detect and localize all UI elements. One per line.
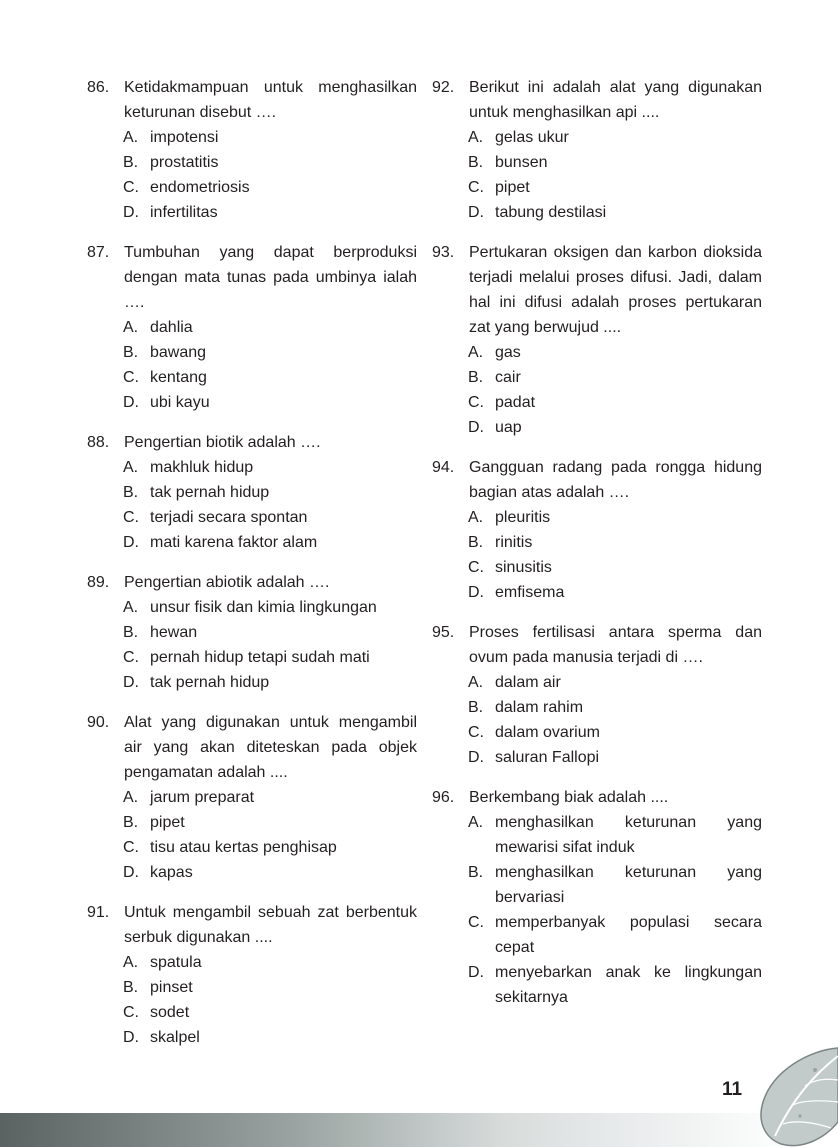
question-item	[432, 785, 762, 1010]
option-text: terjadi secara spontan	[150, 509, 308, 526]
option-text: tisu atau kertas penghisap	[150, 839, 337, 856]
option-text: mati karena faktor alam	[150, 534, 318, 551]
option-letter: B.	[468, 534, 484, 551]
option-letter: A.	[468, 509, 484, 526]
option-text: rinitis	[495, 534, 533, 551]
option-letter: A.	[123, 319, 139, 336]
option-text: bawang	[150, 344, 207, 361]
option-text: kapas	[150, 864, 193, 881]
option-text: unsur fisik dan kimia lingkungan	[150, 599, 377, 616]
option-letter: C.	[468, 394, 484, 411]
question-text: Proses fertilisasi antara sperma dan ovum pada manusia terjadi di ….	[469, 624, 762, 666]
answer-option	[123, 1025, 417, 1050]
option-text: jarum preparat	[150, 789, 255, 806]
answer-option	[468, 670, 762, 695]
option-letter: B.	[123, 979, 139, 996]
answer-option	[468, 175, 762, 200]
option-text: dalam air	[495, 674, 561, 691]
question-text: Berkembang biak adalah ....	[469, 789, 669, 806]
option-letter: C.	[468, 724, 484, 741]
answer-option	[468, 125, 762, 150]
option-text: bunsen	[495, 154, 548, 171]
answer-option	[123, 810, 417, 835]
option-letter: C.	[468, 559, 484, 576]
left-question-column	[87, 75, 417, 1065]
question-text: Alat yang digunakan untuk mengambil air yang akan diteteskan pada objek pengamatan adalah ....	[124, 714, 417, 781]
option-text: ubi kayu	[150, 394, 210, 411]
option-text: gas	[495, 344, 521, 361]
answer-option	[123, 480, 417, 505]
question-item	[432, 455, 762, 605]
question-number: 89.	[87, 574, 110, 591]
option-text: dalam rahim	[495, 699, 584, 716]
option-letter: B.	[123, 154, 139, 171]
answer-option	[468, 365, 762, 390]
option-text: menghasilkan keturunan yang bervariasi	[495, 864, 762, 906]
question-number: 96.	[432, 789, 455, 806]
answer-option	[468, 150, 762, 175]
answer-option	[468, 695, 762, 720]
question-number: 93.	[432, 244, 455, 261]
answer-option	[123, 315, 417, 340]
option-text: sinusitis	[495, 559, 552, 576]
option-text: tak pernah hidup	[150, 484, 270, 501]
option-letter: D.	[468, 749, 484, 766]
option-letter: D.	[123, 204, 139, 221]
option-letter: A.	[468, 344, 484, 361]
answer-option	[123, 200, 417, 225]
option-letter: A.	[468, 129, 484, 146]
question-item	[87, 240, 417, 415]
question-item	[87, 430, 417, 555]
option-text: pernah hidup tetapi sudah mati	[150, 649, 370, 666]
option-text: tak pernah hidup	[150, 674, 270, 691]
leaf-icon	[755, 1040, 838, 1147]
answer-option	[123, 645, 417, 670]
option-letter: B.	[123, 484, 139, 501]
option-letter: C.	[468, 914, 484, 931]
answer-option	[468, 555, 762, 580]
question-number: 91.	[87, 904, 110, 921]
question-number: 87.	[87, 244, 110, 261]
option-letter: B.	[123, 814, 139, 831]
answer-option	[468, 910, 762, 960]
option-letter: D.	[123, 394, 139, 411]
option-text: sodet	[150, 1004, 190, 1021]
option-letter: A.	[123, 599, 139, 616]
option-letter: D.	[468, 584, 484, 601]
answer-option	[123, 150, 417, 175]
option-letter: D.	[123, 1029, 139, 1046]
question-text: Untuk mengambil sebuah zat berbentuk serbuk digunakan ....	[124, 904, 417, 946]
answer-option	[123, 1000, 417, 1025]
answer-option	[123, 595, 417, 620]
option-text: spatula	[150, 954, 202, 971]
answer-option	[123, 365, 417, 390]
option-letter: A.	[468, 674, 484, 691]
option-letter: C.	[123, 509, 139, 526]
answer-option	[123, 175, 417, 200]
answer-option	[468, 505, 762, 530]
answer-option	[123, 455, 417, 480]
option-letter: B.	[468, 369, 484, 386]
question-item	[87, 900, 417, 1050]
answer-option	[123, 860, 417, 885]
answer-option	[468, 530, 762, 555]
question-number: 92.	[432, 79, 455, 96]
option-letter: B.	[123, 624, 139, 641]
option-letter: C.	[123, 179, 139, 196]
option-text: dalam ovarium	[495, 724, 600, 741]
option-text: dahlia	[150, 319, 193, 336]
answer-option	[468, 860, 762, 910]
answer-option	[123, 975, 417, 1000]
option-text: pleuritis	[495, 509, 551, 526]
option-letter: A.	[123, 954, 139, 971]
answer-option	[123, 340, 417, 365]
option-text: padat	[495, 394, 536, 411]
option-letter: D.	[123, 534, 139, 551]
right-question-column	[432, 75, 762, 1025]
question-number: 86.	[87, 79, 110, 96]
option-letter: B.	[468, 864, 484, 881]
option-text: impotensi	[150, 129, 219, 146]
answer-option	[123, 125, 417, 150]
question-number: 90.	[87, 714, 110, 731]
option-text: gelas ukur	[495, 129, 569, 146]
question-item	[87, 75, 417, 225]
option-text: skalpel	[150, 1029, 200, 1046]
option-text: memperbanyak populasi secara cepat	[495, 914, 762, 956]
option-letter: D.	[468, 204, 484, 221]
question-item	[87, 710, 417, 885]
option-text: uap	[495, 419, 522, 436]
option-letter: A.	[123, 129, 139, 146]
option-letter: C.	[123, 649, 139, 666]
option-letter: C.	[123, 369, 139, 386]
option-letter: D.	[468, 419, 484, 436]
answer-option	[468, 960, 762, 1010]
answer-option	[123, 505, 417, 530]
footer-bar	[0, 1113, 838, 1147]
answer-option	[123, 390, 417, 415]
question-item	[432, 240, 762, 440]
option-letter: B.	[468, 154, 484, 171]
option-text: prostatitis	[150, 154, 219, 171]
question-text: Tumbuhan yang dapat berproduksi dengan mata tunas pada umbinya ialah ….	[124, 244, 417, 311]
option-letter: C.	[123, 1004, 139, 1021]
option-text: infertilitas	[150, 204, 218, 221]
option-letter: C.	[123, 839, 139, 856]
question-text: Ketidakmampuan untuk menghasilkan keturunan disebut ….	[124, 79, 417, 121]
question-item	[87, 570, 417, 695]
option-text: saluran Fallopi	[495, 749, 600, 766]
option-text: pinset	[150, 979, 193, 996]
answer-option	[123, 835, 417, 860]
answer-option	[468, 810, 762, 860]
option-letter: B.	[123, 344, 139, 361]
answer-option	[468, 720, 762, 745]
question-number: 95.	[432, 624, 455, 641]
question-text: Pertukaran oksigen dan karbon dioksida terjadi melalui proses difusi. Jadi, dalam hal ini difusi adalah proses pertukaran zat yang berwujud ....	[469, 244, 762, 336]
option-letter: D.	[123, 674, 139, 691]
question-text: Gangguan radang pada rongga hidung bagian atas adalah ….	[469, 459, 762, 501]
question-text: Pengertian biotik adalah ….	[124, 434, 321, 451]
option-text: cair	[495, 369, 521, 386]
option-text: menyebarkan anak ke lingkungan sekitarnya	[495, 964, 762, 1006]
answer-option	[468, 415, 762, 440]
question-item	[432, 620, 762, 770]
option-letter: A.	[123, 789, 139, 806]
option-letter: B.	[468, 699, 484, 716]
option-text: pipet	[150, 814, 185, 831]
answer-option	[468, 745, 762, 770]
option-text: menghasilkan keturunan yang mewarisi sifat induk	[495, 814, 762, 856]
option-text: kentang	[150, 369, 207, 386]
question-text: Pengertian abiotik adalah ….	[124, 574, 330, 591]
answer-option	[123, 670, 417, 695]
option-text: pipet	[495, 179, 530, 196]
option-letter: A.	[123, 459, 139, 476]
answer-option	[468, 340, 762, 365]
option-letter: D.	[468, 964, 484, 981]
option-text: hewan	[150, 624, 198, 641]
option-text: emfisema	[495, 584, 565, 601]
question-number: 94.	[432, 459, 455, 476]
page-number: 11	[722, 1079, 743, 1100]
option-text: tabung destilasi	[495, 204, 607, 221]
option-letter: D.	[123, 864, 139, 881]
option-letter: C.	[468, 179, 484, 196]
question-item	[432, 75, 762, 225]
answer-option	[468, 390, 762, 415]
answer-option	[468, 200, 762, 225]
option-text: makhluk hidup	[150, 459, 254, 476]
question-text: Berikut ini adalah alat yang digunakan untuk menghasilkan api ....	[469, 79, 762, 121]
answer-option	[123, 530, 417, 555]
question-number: 88.	[87, 434, 110, 451]
answer-option	[468, 580, 762, 605]
answer-option	[123, 785, 417, 810]
answer-option	[123, 950, 417, 975]
option-text: endometriosis	[150, 179, 250, 196]
option-letter: A.	[468, 814, 484, 831]
answer-option	[123, 620, 417, 645]
